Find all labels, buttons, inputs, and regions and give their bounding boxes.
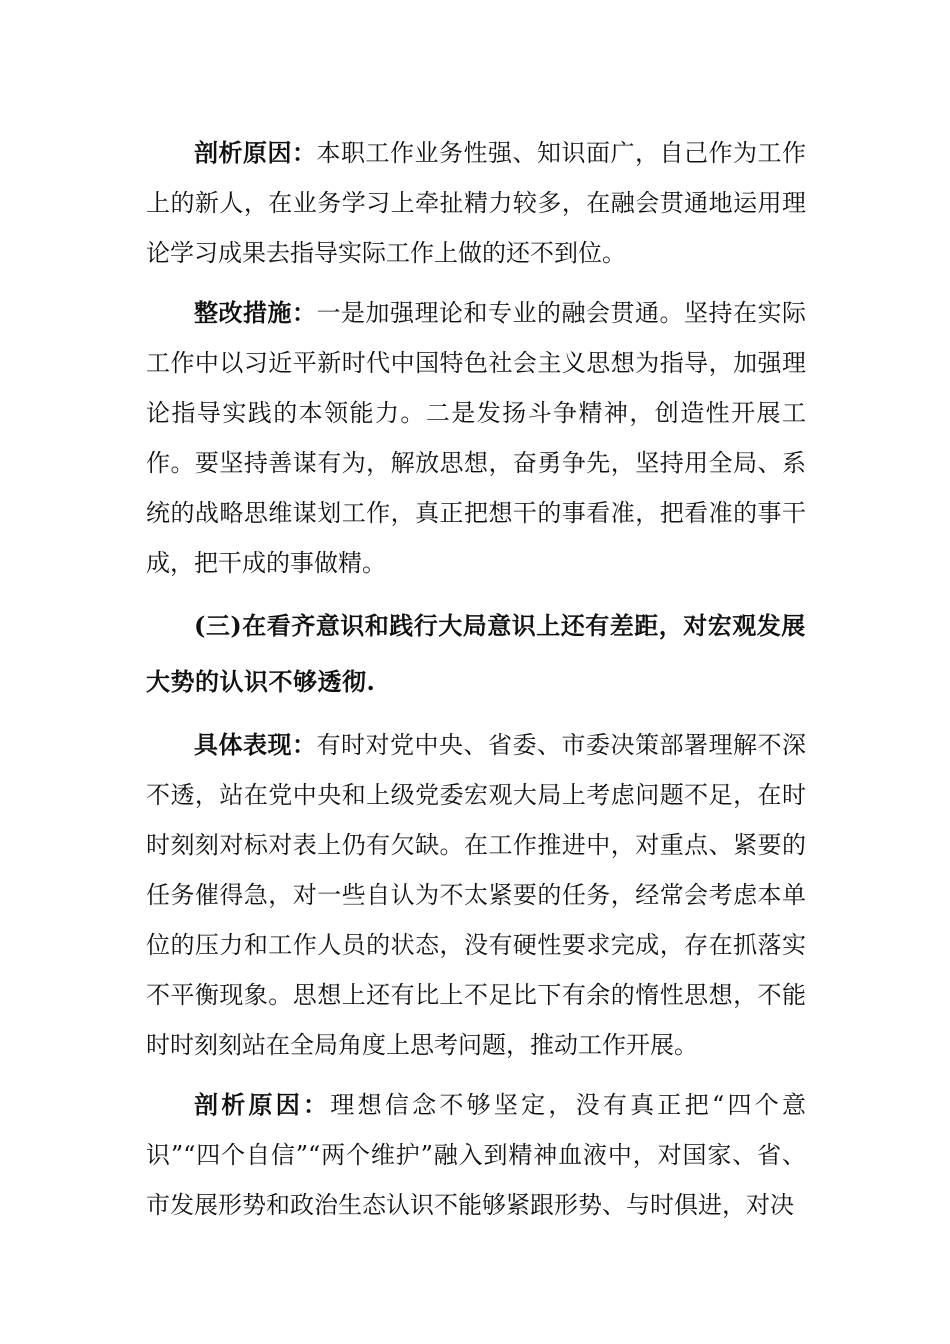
document-page	[146, 128, 806, 1230]
paragraph-specific-performance	[146, 720, 806, 1070]
paragraph-label: 具体表现：	[194, 730, 317, 759]
paragraph-text: 本职工作业务性强、知识面广，自己作为工作上的新人，在业务学习上牵扯精力较多，在融会贯通地运用理论学习成果去指导实际工作上做的还不到位。	[146, 139, 806, 267]
paragraph-label: 整改措施：	[194, 298, 317, 327]
paragraph-text: 有时对党中央、省委、市委决策部署理解不深不透，站在党中央和上级党委宏观大局上考虑问题不足，在时时刻刻对标对表上仍有欠缺。在工作推进中，对重点、紧要的任务催得急，对一些自认为不太紧要的任务，经常会考虑本单位的压力和工作人员的状态，没有硬性要求完成，存在抓落实不平衡现象。思想上还有比上不足比下有余的惰性思想，不能时时刻刻站在全局角度上思考问题，推动工作开展。	[146, 731, 806, 1059]
paragraph-rectification	[146, 288, 806, 588]
paragraph-analysis-2	[146, 1080, 806, 1230]
paragraph-text: 一是加强理论和专业的融会贯通。坚持在实际工作中以习近平新时代中国特色社会主义思想为指导，加强理论指导实践的本领能力。二是发扬斗争精神，创造性开展工作。要坚持善谋有为，解放思想，奋勇争先，坚持用全局、系统的战略思维谋划工作，真正把想干的事看准，把看准的事干成，把干成的事做精。	[146, 299, 806, 577]
paragraph-analysis-1	[146, 128, 806, 278]
paragraph-label: 剖析原因：	[194, 1090, 331, 1119]
section-heading: (三)在看齐意识和践行大局意识上还有差距，对宏观发展大势的认识不够透彻.	[146, 611, 806, 696]
paragraph-text: 理想信念不够坚定，没有真正把“四个意识”“四个自信”“两个维护”融入到精神血液中，对国家、省、市发展形势和政治生态认识不能够紧跟形势、与时俱进，对决	[146, 1091, 806, 1219]
paragraph-label: 剖析原因：	[194, 138, 317, 167]
